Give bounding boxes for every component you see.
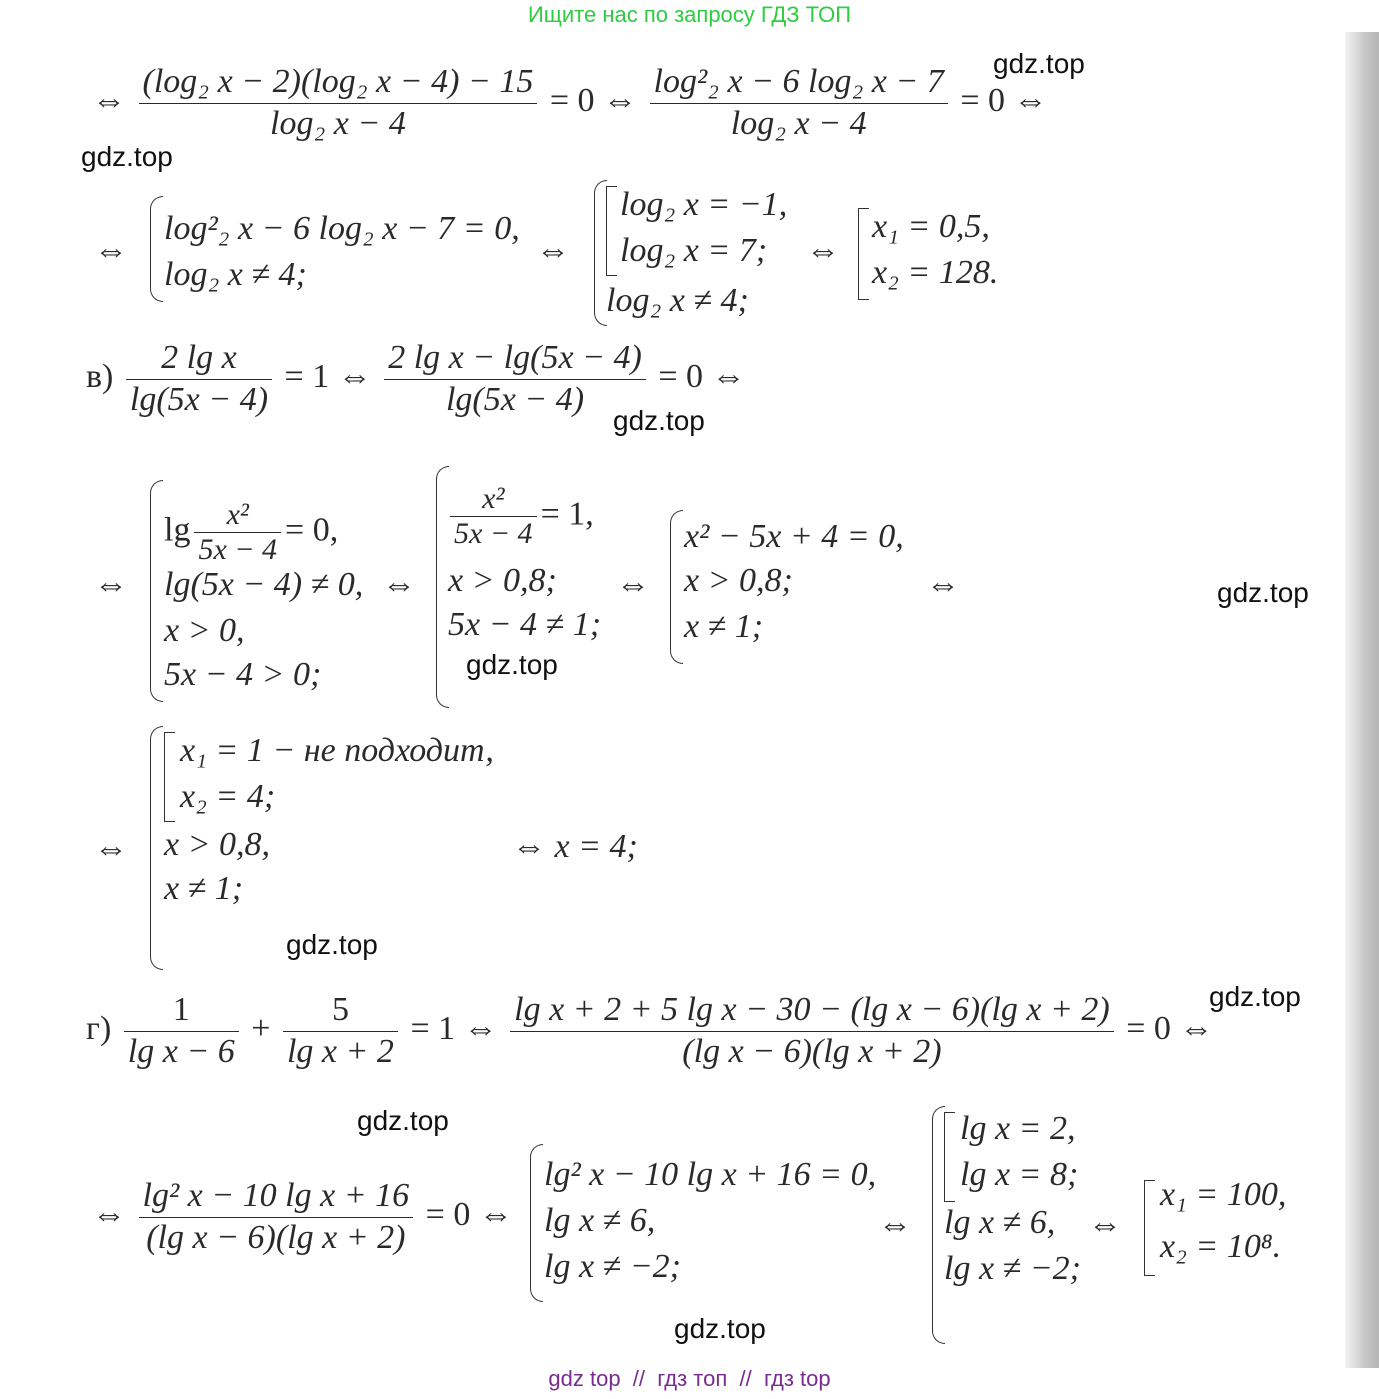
system-row: lg x ≠ 6,	[944, 1204, 1056, 1241]
system-brace	[670, 510, 683, 664]
set-row: x₁ = 1 − не подходит,	[180, 732, 494, 769]
system-row: log₂ x ≠ 4;	[606, 282, 749, 319]
result-row: x₁ = 0,5,	[872, 208, 990, 245]
fraction	[124, 990, 239, 1073]
fraction	[450, 482, 537, 551]
watermark: gdz.top	[674, 1313, 766, 1344]
denominator: (lg x − 6)(lg x + 2)	[146, 1218, 406, 1256]
equiv-symbol: ⇔	[94, 830, 128, 867]
fraction	[139, 1176, 414, 1259]
equals: = 1,	[540, 495, 594, 533]
fraction	[194, 498, 281, 567]
set-bracket	[858, 208, 869, 300]
lg-label: lg	[164, 511, 191, 549]
system-row: x ≠ 1;	[164, 870, 244, 907]
result-row: x₁ = 100,	[1160, 1176, 1287, 1213]
system-row: 5x − 4 > 0;	[164, 656, 322, 693]
system-row: log²₂ x − 6 log₂ x − 7 = 0,	[164, 210, 520, 247]
system-row: x² − 5x + 4 = 0,	[684, 518, 904, 555]
numerator: 1	[124, 990, 239, 1032]
system-row: x > 0,	[164, 612, 245, 649]
item-label: в)	[86, 358, 114, 396]
denominator: log₂ x − 4	[730, 104, 867, 142]
system-row: lg(5x − 4) ≠ 0,	[164, 566, 364, 603]
equiv-symbol: ⇔	[536, 232, 570, 269]
search-banner[interactable]: Ищите нас по запросу ГДЗ ТОП	[527, 2, 852, 27]
denominator: lg(5x − 4)	[445, 380, 585, 418]
equiv-symbol: ⇔	[806, 232, 840, 269]
system-row: x > 0,8;	[684, 562, 793, 599]
set-row: lg x = 2,	[960, 1110, 1076, 1147]
denominator: 5x − 4	[198, 533, 278, 566]
system-row-frac	[164, 498, 338, 567]
equals-zero: = 0 ⇔	[1126, 1010, 1214, 1048]
result: ⇔ x = 4;	[512, 828, 638, 865]
equals-zero: = 0 ⇔	[425, 1196, 513, 1234]
equiv-symbol: ⇔	[382, 566, 416, 603]
watermark: gdz.top	[1209, 981, 1301, 1012]
system-brace	[150, 480, 163, 702]
system-brace	[150, 196, 163, 302]
equiv-symbol: ⇔	[926, 566, 960, 603]
denominator: lg x + 2	[286, 1032, 394, 1070]
denominator: (lg x − 6)(lg x + 2)	[682, 1032, 942, 1070]
system-row: lg x ≠ −2;	[944, 1250, 1081, 1287]
denominator: lg(5x − 4)	[129, 380, 269, 418]
fraction	[139, 62, 538, 145]
set-bracket	[944, 1112, 955, 1202]
numerator: 2 lg x	[126, 338, 272, 380]
equation-line-7	[92, 1176, 513, 1259]
equiv-symbol: ⇔	[94, 232, 128, 269]
set-bracket	[164, 732, 175, 822]
item-label: г)	[86, 1010, 112, 1048]
numerator: (log₂ x − 2)(log₂ x − 4) − 15	[139, 62, 538, 104]
equiv-symbol: ⇔	[94, 566, 128, 603]
result-row: x₂ = 10⁸.	[1160, 1228, 1282, 1265]
watermark: gdz.top	[81, 141, 173, 172]
footer-links[interactable]: gdz top // гдз топ // гдз top	[548, 1366, 831, 1391]
denominator: log₂ x − 4	[270, 104, 406, 142]
system-row: lg x ≠ 6,	[544, 1202, 656, 1239]
fraction	[650, 62, 948, 145]
watermark: gdz.top	[466, 649, 558, 680]
equiv-symbol: ⇔	[92, 1196, 126, 1234]
set-row: x₂ = 4;	[180, 778, 276, 815]
watermark: gdz.top	[1217, 577, 1309, 608]
equation-line-v	[86, 338, 746, 421]
fraction	[384, 338, 646, 421]
equals-zero: = 0 ⇔	[549, 82, 638, 120]
equals: = 0,	[285, 511, 339, 549]
system-row: lg² x − 10 lg x + 16 = 0,	[544, 1156, 877, 1193]
set-row: lg x = 8;	[960, 1156, 1079, 1193]
denominator: lg x − 6	[127, 1032, 235, 1070]
system-row: log₂ x ≠ 4;	[164, 256, 307, 293]
page-spine-shadow	[1345, 32, 1379, 1368]
equation-line-1	[92, 62, 1048, 145]
numerator: log²₂ x − 6 log₂ x − 7	[650, 62, 948, 104]
numerator: 2 lg x − lg(5x − 4)	[384, 338, 646, 380]
watermark: gdz.top	[286, 929, 378, 960]
numerator: 5	[283, 990, 398, 1032]
set-bracket	[1144, 1180, 1155, 1276]
system-row-frac	[446, 482, 594, 551]
system-brace	[530, 1144, 543, 1302]
equation-line-g	[86, 990, 1213, 1073]
system-row: x > 0,8;	[448, 562, 557, 599]
watermark: gdz.top	[613, 405, 705, 436]
equiv-symbol: ⇔	[1088, 1206, 1122, 1243]
numerator: x²	[194, 498, 281, 533]
watermark: gdz.top	[357, 1105, 449, 1136]
fraction	[126, 338, 272, 421]
set-bracket	[606, 186, 617, 276]
fraction	[283, 990, 398, 1073]
watermark: gdz.top	[993, 48, 1085, 79]
numerator: x²	[450, 482, 537, 517]
result-row: x₂ = 128.	[872, 254, 999, 291]
equiv-symbol: ⇔	[878, 1206, 912, 1243]
system-row: 5x − 4 ≠ 1;	[448, 606, 602, 643]
equiv-symbol: ⇔	[616, 566, 650, 603]
system-row: x ≠ 1;	[684, 608, 764, 645]
system-brace	[150, 726, 163, 970]
system-row: lg x ≠ −2;	[544, 1248, 681, 1285]
set-row: log₂ x = −1,	[620, 186, 788, 223]
plus-sign: +	[251, 1010, 271, 1048]
numerator: lg x + 2 + 5 lg x − 30 − (lg x − 6)(lg x + 2)	[510, 990, 1114, 1032]
numerator: lg² x − 10 lg x + 16	[139, 1176, 414, 1218]
equiv-symbol: ⇔	[92, 82, 126, 120]
equals-zero: = 0 ⇔	[658, 358, 746, 396]
system-row: x > 0,8,	[164, 826, 271, 863]
equals-one: = 1 ⇔	[284, 358, 372, 396]
equals-one: = 1 ⇔	[410, 1010, 498, 1048]
denominator: 5x − 4	[454, 517, 533, 550]
set-row: log₂ x = 7;	[620, 232, 768, 269]
fraction	[510, 990, 1114, 1073]
equals-zero: = 0 ⇔	[960, 82, 1048, 120]
